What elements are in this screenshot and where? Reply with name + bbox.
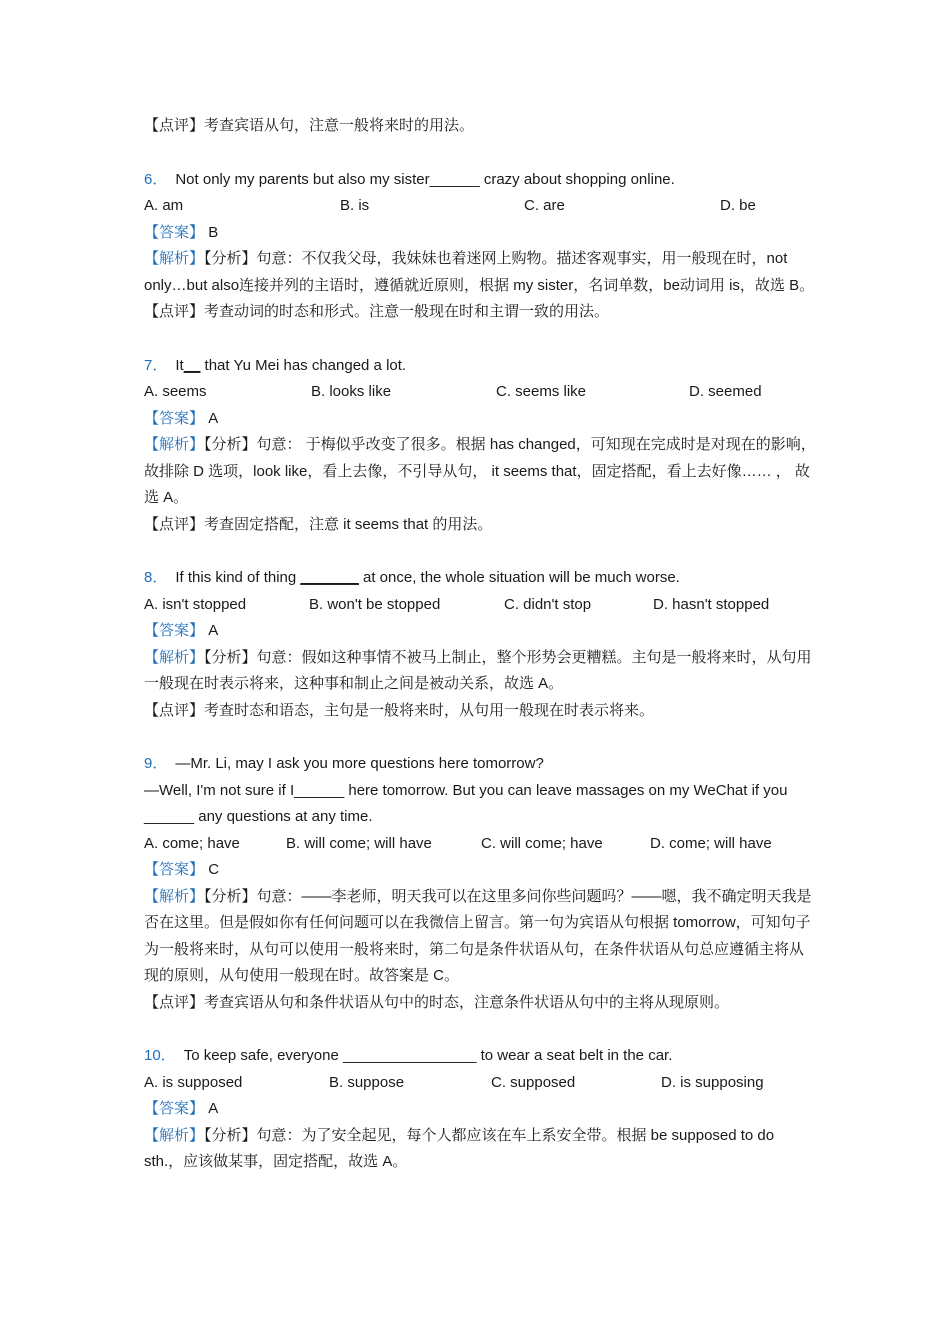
answer-tag: 【答案】: [144, 1100, 205, 1117]
options-row: [144, 379, 816, 406]
question-stem-post: that Yu Mei has changed a lot.: [200, 356, 407, 374]
option-b: B. is: [340, 197, 370, 214]
question-number: 10．: [144, 1047, 176, 1064]
option-b: B. suppose: [329, 1073, 405, 1091]
analysis-tag: 【解析】: [144, 436, 205, 453]
analysis-tag: 【解析】: [144, 250, 205, 267]
option-d: D. hasn't stopped: [653, 595, 770, 613]
question-stem-pre: If this kind of thing: [175, 569, 301, 586]
question-stem-2: —Well, I'm not sure if I______ here tomorrow. But you can leave massages on my WeChat if you ______ any questions at any time.: [144, 781, 788, 825]
option-c: C. will come; have: [481, 834, 603, 852]
option-a: A. am: [144, 197, 184, 214]
answer-tag: 【答案】: [144, 223, 205, 241]
option-a: A. isn't stopped: [144, 595, 247, 613]
comment-text: 【点评】考查固定搭配，注意 it seems that 的用法。: [144, 515, 493, 533]
question-stem: To keep safe, everyone ________________ to wear a seat belt in the car.: [183, 1047, 673, 1064]
option-a: A. is supposed: [144, 1073, 243, 1091]
analysis-tag: 【解析】: [144, 887, 205, 905]
top-comment: 【点评】考查宾语从句，注意一般将来时的用法。: [144, 117, 475, 134]
question-7: [144, 353, 816, 539]
analysis-text: 【分析】句意：为了安全起见，每个人都应该在车上系安全带。根据 be supposed to do sth.，应该做某事，固定搭配，故选 A。: [144, 1126, 775, 1170]
options-row: [144, 831, 816, 858]
answer-value: B: [208, 223, 219, 241]
option-d: D. be: [720, 197, 756, 214]
question-stem-post: at once, the whole situation will be much worse.: [358, 569, 680, 586]
answer-value: A: [208, 622, 219, 639]
option-d: D. seemed: [689, 383, 762, 400]
comment-text: 【点评】考查宾语从句和条件状语从句中的时态，注意条件状语从句中的主将从现原则。: [144, 993, 730, 1011]
option-c: C. seems like: [496, 383, 587, 400]
question-stem: —Mr. Li, may I ask you more questions here tomorrow?: [175, 755, 544, 772]
answer-value: A: [208, 409, 219, 427]
option-c: C. supposed: [491, 1073, 576, 1091]
options-row: [144, 193, 816, 220]
answer-value: C: [208, 861, 220, 878]
analysis-text: 【分析】句意：——李老师，明天我可以在这里多问你些问题吗？——嗯，我不确定明天我是否在这里。但是假如你有任何问题可以在我微信上留言。第一句为宾语从句根据 tomorrow，可知句子为一般将来时，从句可以使用一般将来时，第二句是条件状语从句，在条件状语从句总应遵循主将从现的原则，从句使用一般现在时。故答案是 C。: [144, 887, 812, 984]
comment-text: 【点评】考查时态和语态，主句是一般将来时，从句用一般现在时表示将来。: [144, 701, 655, 719]
question-8: [144, 565, 816, 724]
analysis-text: 【分析】句意：不仅我父母，我妹妹也着迷网上购物。描述客观事实，用一般现在时，not only…but also连接并列的主语时，遵循就近原则，根据 my sister，名词单数，be动词用 is，故选 B。: [144, 250, 815, 294]
question-10: [144, 1043, 816, 1176]
question-blank: _______: [300, 569, 359, 586]
question-number: 9．: [144, 755, 168, 772]
question-9: [144, 751, 816, 1016]
option-d: D. is supposing: [661, 1073, 764, 1091]
options-row: [144, 1070, 816, 1097]
question-number: 6．: [144, 170, 168, 188]
question-stem: Not only my parents but also my sister______ crazy about shopping online.: [175, 170, 675, 188]
question-number: 8．: [144, 569, 168, 586]
question-blank: __: [183, 356, 201, 374]
option-b: B. will come; will have: [286, 834, 432, 852]
comment-text: 【点评】考查动词的时态和形式。注意一般现在时和主谓一致的用法。: [144, 303, 610, 320]
option-c: C. didn't stop: [504, 595, 592, 613]
document-page: [144, 113, 816, 1176]
answer-tag: 【答案】: [144, 622, 205, 639]
options-row: [144, 592, 816, 619]
question-stem-pre: It: [175, 356, 184, 374]
analysis-text: 【分析】句意： 于梅似乎改变了很多。根据 has changed，可知现在完成时是对现在的影响，故排除 D 选项，look like，看上去像，不引导从句， it seems that，固定搭配，看上去好像…… ， 故选 A。: [144, 436, 816, 506]
answer-value: A: [208, 1100, 219, 1117]
analysis-tag: 【解析】: [144, 648, 205, 666]
answer-tag: 【答案】: [144, 409, 205, 427]
analysis-text: 【分析】句意：假如这种事情不被马上制止，整个形势会更糟糕。主句是一般将来时，从句用一般现在时表示将来，这种事和制止之间是被动关系，故选 A。: [144, 648, 812, 692]
option-a: A. seems: [144, 383, 207, 400]
question-6: [144, 167, 816, 326]
option-a: A. come; have: [144, 834, 240, 852]
option-b: B. looks like: [311, 383, 392, 400]
question-number: 7．: [144, 356, 168, 374]
answer-tag: 【答案】: [144, 861, 205, 878]
option-b: B. won't be stopped: [309, 595, 441, 613]
option-c: C. are: [524, 197, 565, 214]
analysis-tag: 【解析】: [144, 1126, 205, 1144]
option-d: D. come; will have: [650, 834, 772, 852]
